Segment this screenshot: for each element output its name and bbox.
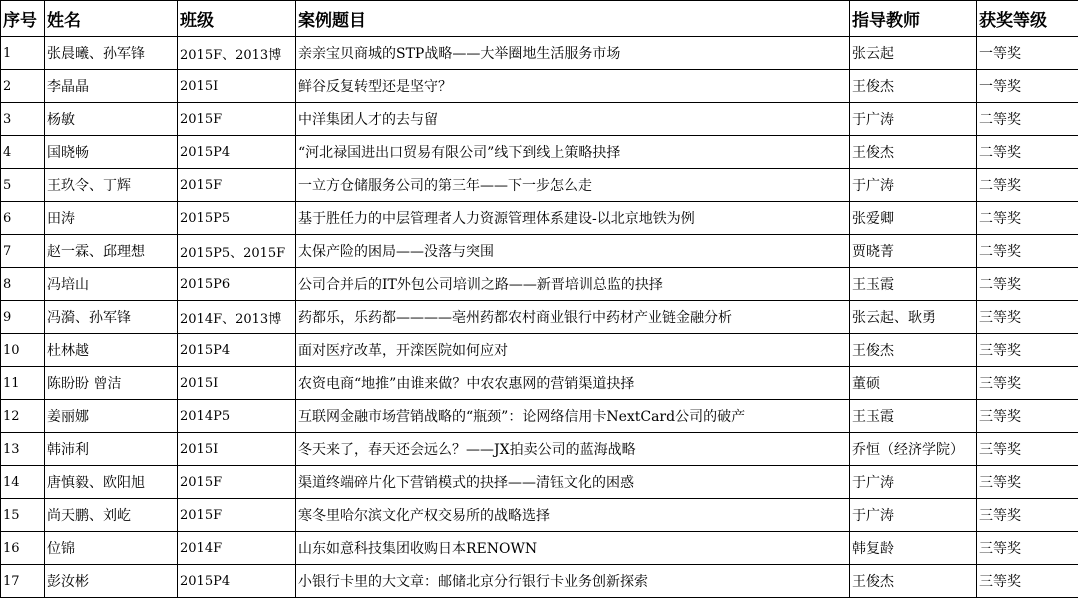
cell-advisor: 王玉霞 — [850, 268, 977, 301]
cell-student-name: 国晓畅 — [45, 136, 178, 169]
cell-class: 2015F — [178, 466, 296, 499]
table-body — [1, 37, 1078, 598]
cell-student-name: 韩沛利 — [45, 433, 178, 466]
cell-award-level: 三等奖 — [977, 565, 1078, 598]
cell-class: 2015P5 — [178, 202, 296, 235]
table-row — [1, 136, 1078, 169]
cell-award-level: 二等奖 — [977, 103, 1078, 136]
cell-row-number: 3 — [1, 103, 45, 136]
table-row — [1, 202, 1078, 235]
header-class: 班级 — [178, 1, 296, 37]
cell-student-name: 王玖令、丁辉 — [45, 169, 178, 202]
cell-class: 2014F — [178, 532, 296, 565]
header-name: 姓名 — [45, 1, 178, 37]
cell-row-number: 4 — [1, 136, 45, 169]
cell-award-level: 一等奖 — [977, 37, 1078, 70]
cell-case-title: 山东如意科技集团收购日本RENOWN — [296, 532, 850, 565]
cell-class: 2015P4 — [178, 565, 296, 598]
cell-class: 2015F — [178, 499, 296, 532]
table-row — [1, 268, 1078, 301]
cell-class: 2015P6 — [178, 268, 296, 301]
cell-row-number: 8 — [1, 268, 45, 301]
cell-advisor: 乔恒（经济学院） — [850, 433, 977, 466]
cell-award-level: 三等奖 — [977, 400, 1078, 433]
cell-advisor: 于广涛 — [850, 466, 977, 499]
cell-case-title: 面对医疗改革，开滦医院如何应对 — [296, 334, 850, 367]
cell-advisor: 王玉霞 — [850, 400, 977, 433]
cell-class: 2015F — [178, 169, 296, 202]
cell-row-number: 12 — [1, 400, 45, 433]
cell-advisor: 董硕 — [850, 367, 977, 400]
cell-award-level: 二等奖 — [977, 235, 1078, 268]
cell-case-title: 太保产险的困局——没落与突围 — [296, 235, 850, 268]
cell-advisor: 于广涛 — [850, 499, 977, 532]
cell-award-level: 三等奖 — [977, 301, 1078, 334]
cell-student-name: 陈盼盼 曾洁 — [45, 367, 178, 400]
table-row — [1, 235, 1078, 268]
cell-student-name: 冯漪、孙军锋 — [45, 301, 178, 334]
cell-case-title: 互联网金融市场营销战略的“瓶颈”：论网络信用卡NextCard公司的破产 — [296, 400, 850, 433]
table-row — [1, 70, 1078, 103]
table-row — [1, 433, 1078, 466]
cell-advisor: 王俊杰 — [850, 70, 977, 103]
cell-case-title: 一立方仓储服务公司的第三年——下一步怎么走 — [296, 169, 850, 202]
cell-class: 2014P5 — [178, 400, 296, 433]
cell-award-level: 一等奖 — [977, 70, 1078, 103]
cell-student-name: 尚天鹏、刘屹 — [45, 499, 178, 532]
cell-row-number: 5 — [1, 169, 45, 202]
cell-advisor: 王俊杰 — [850, 334, 977, 367]
table-row — [1, 466, 1078, 499]
cell-row-number: 2 — [1, 70, 45, 103]
cell-award-level: 二等奖 — [977, 268, 1078, 301]
cell-case-title: 公司合并后的IT外包公司培训之路——新晋培训总监的抉择 — [296, 268, 850, 301]
cell-case-title: 渠道终端碎片化下营销模式的抉择——清钰文化的困惑 — [296, 466, 850, 499]
cell-row-number: 9 — [1, 301, 45, 334]
cell-advisor: 王俊杰 — [850, 136, 977, 169]
header-row — [1, 1, 1078, 37]
cell-row-number: 11 — [1, 367, 45, 400]
cell-student-name: 李晶晶 — [45, 70, 178, 103]
cell-class: 2015F — [178, 103, 296, 136]
table-row — [1, 367, 1078, 400]
cell-class: 2015P4 — [178, 334, 296, 367]
cell-student-name: 杨敏 — [45, 103, 178, 136]
cell-class: 2015I — [178, 367, 296, 400]
cell-case-title: 寒冬里哈尔滨文化产权交易所的战略选择 — [296, 499, 850, 532]
cell-case-title: 小银行卡里的大文章：邮储北京分行银行卡业务创新探索 — [296, 565, 850, 598]
cell-case-title: 中洋集团人才的去与留 — [296, 103, 850, 136]
cell-class: 2015P4 — [178, 136, 296, 169]
cell-advisor: 贾晓菁 — [850, 235, 977, 268]
cell-row-number: 6 — [1, 202, 45, 235]
cell-class: 2015F、2013博 — [178, 37, 296, 70]
cell-row-number: 1 — [1, 37, 45, 70]
cell-award-level: 三等奖 — [977, 433, 1078, 466]
cell-case-title: “河北禄国进出口贸易有限公司”线下到线上策略抉择 — [296, 136, 850, 169]
cell-award-level: 二等奖 — [977, 202, 1078, 235]
table-row — [1, 37, 1078, 70]
cell-advisor: 于广涛 — [850, 169, 977, 202]
header-case-title: 案例题目 — [296, 1, 850, 37]
table-row — [1, 499, 1078, 532]
cell-student-name: 张晨曦、孙军锋 — [45, 37, 178, 70]
cell-case-title: 药都乐，乐药都————亳州药都农村商业银行中药材产业链金融分析 — [296, 301, 850, 334]
cell-student-name: 田涛 — [45, 202, 178, 235]
table-row — [1, 565, 1078, 598]
cell-case-title: 亲亲宝贝商城的STP战略——大举圈地生活服务市场 — [296, 37, 850, 70]
cell-class: 2015I — [178, 70, 296, 103]
cell-advisor: 张爱卿 — [850, 202, 977, 235]
table-row — [1, 169, 1078, 202]
cell-class: 2014F、2013博 — [178, 301, 296, 334]
cell-case-title: 农资电商“地推”由谁来做？中农农惠网的营销渠道抉择 — [296, 367, 850, 400]
cell-case-title: 鲜谷反复转型还是坚守？ — [296, 70, 850, 103]
cell-award-level: 二等奖 — [977, 136, 1078, 169]
table-row — [1, 532, 1078, 565]
cell-student-name: 杜林越 — [45, 334, 178, 367]
header-number: 序号 — [1, 1, 45, 37]
cell-student-name: 姜丽娜 — [45, 400, 178, 433]
cell-row-number: 7 — [1, 235, 45, 268]
table-row — [1, 400, 1078, 433]
header-advisor: 指导教师 — [850, 1, 977, 37]
table-row — [1, 103, 1078, 136]
cell-student-name: 位锦 — [45, 532, 178, 565]
cell-class: 2015I — [178, 433, 296, 466]
cell-advisor: 张云起、耿勇 — [850, 301, 977, 334]
cell-student-name: 唐慎毅、欧阳旭 — [45, 466, 178, 499]
cell-case-title: 冬天来了，春天还会远么？——JX拍卖公司的蓝海战略 — [296, 433, 850, 466]
cell-advisor: 王俊杰 — [850, 565, 977, 598]
cell-class: 2015P5、2015F — [178, 235, 296, 268]
cell-advisor: 韩复龄 — [850, 532, 977, 565]
cell-award-level: 三等奖 — [977, 532, 1078, 565]
cell-award-level: 二等奖 — [977, 169, 1078, 202]
cell-row-number: 10 — [1, 334, 45, 367]
cell-award-level: 三等奖 — [977, 367, 1078, 400]
table-row — [1, 334, 1078, 367]
cell-student-name: 冯培山 — [45, 268, 178, 301]
cell-award-level: 三等奖 — [977, 466, 1078, 499]
table-row — [1, 301, 1078, 334]
cell-row-number: 15 — [1, 499, 45, 532]
cell-row-number: 17 — [1, 565, 45, 598]
cell-row-number: 14 — [1, 466, 45, 499]
cell-student-name: 彭汝彬 — [45, 565, 178, 598]
cell-award-level: 三等奖 — [977, 334, 1078, 367]
header-award-level: 获奖等级 — [977, 1, 1078, 37]
cell-student-name: 赵一霖、邱理想 — [45, 235, 178, 268]
cell-row-number: 13 — [1, 433, 45, 466]
cell-advisor: 张云起 — [850, 37, 977, 70]
cell-award-level: 三等奖 — [977, 499, 1078, 532]
cell-advisor: 于广涛 — [850, 103, 977, 136]
cell-row-number: 16 — [1, 532, 45, 565]
cell-case-title: 基于胜任力的中层管理者人力资源管理体系建设-以北京地铁为例 — [296, 202, 850, 235]
